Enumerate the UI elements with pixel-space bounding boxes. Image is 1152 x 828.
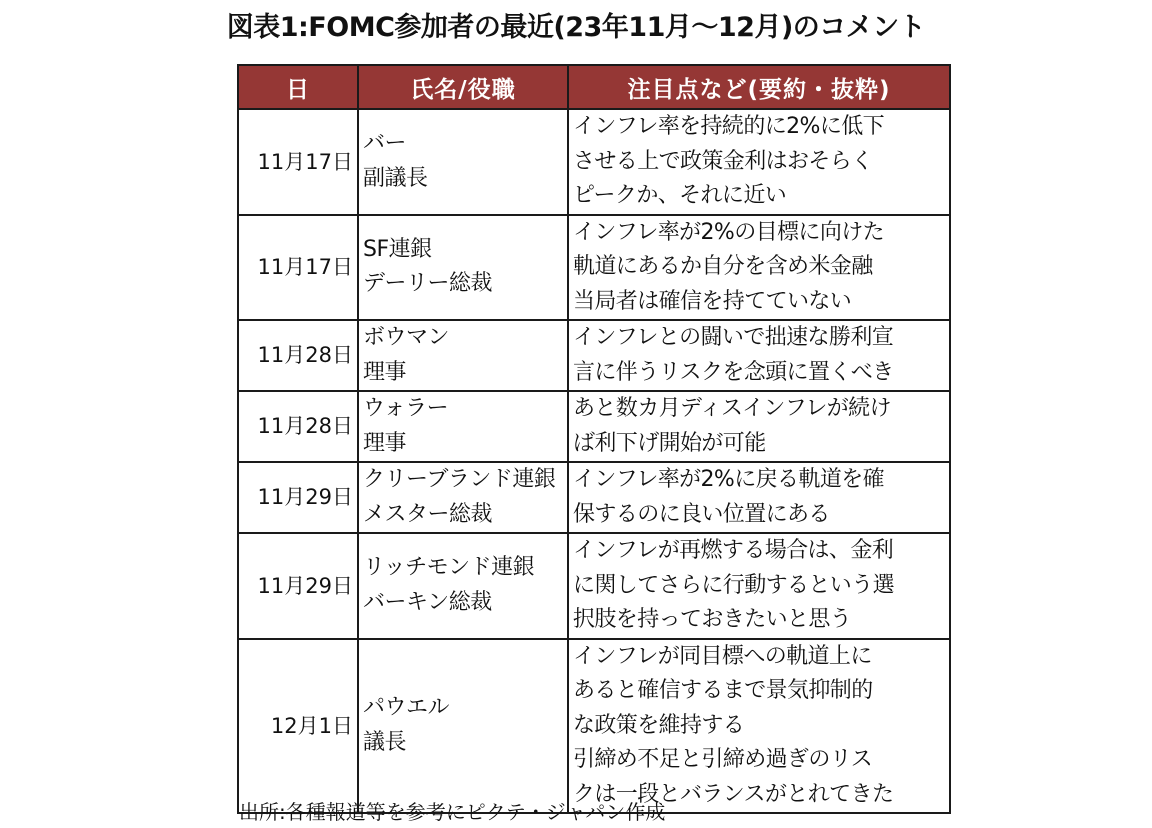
source-note: 出所:各種報道等を参考にピクテ・ジャパン作成	[239, 800, 666, 824]
table-row	[238, 533, 950, 639]
table-row	[238, 320, 950, 391]
comment-line: 言に伴うリスクを念頭に置くべき	[573, 359, 894, 385]
participant-title: 副議長	[363, 165, 428, 191]
participant-name: バー	[363, 131, 407, 157]
comment-line: インフレ率が2%に戻る軌道を確	[573, 467, 885, 492]
comment-line: 保するのに良い位置にある	[573, 501, 830, 527]
participant-name: リッチモンド連銀	[363, 555, 535, 581]
row-date: 11月29日	[238, 462, 358, 533]
comment-line: 当局者は確信を持てていない	[573, 288, 852, 314]
row-comment	[568, 462, 950, 533]
participant-title: メスター総裁	[363, 501, 493, 527]
table-header-row	[238, 65, 950, 109]
comment-line: インフレが同目標への軌道上に	[573, 643, 872, 669]
participant-name: ウォラー	[363, 396, 449, 421]
comment-line: インフレとの闘いで拙速な勝利宣	[573, 325, 894, 350]
row-name-title	[358, 639, 568, 814]
row-date: 11月28日	[238, 320, 358, 391]
participant-name: クリーブランド連銀	[363, 467, 556, 492]
participant-title: 理事	[363, 359, 407, 385]
row-name-title	[358, 391, 568, 462]
comment-line: インフレが再燃する場合は、金利	[573, 538, 894, 563]
fomc-comments-table	[237, 64, 951, 814]
row-name-title	[358, 215, 568, 321]
row-comment	[568, 391, 950, 462]
comment-line: 引締め不足と引締め過ぎのリス	[573, 747, 873, 772]
participant-title: 理事	[363, 430, 407, 456]
participant-title: デーリー総裁	[363, 271, 493, 297]
participant-name: SF連銀	[363, 236, 432, 262]
row-date: 11月28日	[238, 391, 358, 462]
participant-title: バーキン総裁	[363, 589, 492, 615]
column-header-name-title: 氏名/役職	[358, 65, 568, 109]
table-row	[238, 215, 950, 321]
row-date: 11月17日	[238, 109, 358, 215]
participant-name: パウエル	[363, 695, 450, 721]
comment-line: させる上で政策金利はおそらく	[573, 148, 873, 174]
comment-line: 軌道にあるか自分を含め米金融	[573, 254, 873, 279]
column-header-date: 日	[238, 65, 358, 109]
table-row	[238, 639, 950, 814]
comment-line: あと数カ月ディスインフレが続け	[573, 396, 891, 421]
row-name-title	[358, 533, 568, 639]
row-name-title	[358, 462, 568, 533]
comment-line: 択肢を持っておきたいと思う	[573, 607, 852, 632]
row-date: 11月17日	[238, 215, 358, 321]
row-date: 12月1日	[238, 639, 358, 814]
table-row	[238, 109, 950, 215]
comment-line: クは一段とバランスがとれてきた	[573, 781, 894, 807]
row-name-title	[358, 109, 568, 215]
comment-line: な政策を維持する	[573, 712, 745, 738]
row-comment	[568, 320, 950, 391]
page-title: 図表1:FOMC参加者の最近(23年11月～12月)のコメント	[226, 12, 926, 43]
row-name-title	[358, 320, 568, 391]
comment-line: あると確信するまで景気抑制的	[573, 678, 873, 703]
comment-line: ば利下げ開始が可能	[573, 430, 766, 456]
comment-line: インフレ率が2%の目標に向けた	[573, 219, 885, 245]
row-date: 11月29日	[238, 533, 358, 639]
row-comment	[568, 533, 950, 639]
row-comment	[568, 109, 950, 215]
comment-line: インフレ率を持続的に2%に低下	[573, 114, 885, 139]
comment-line: ピークか、それに近い	[573, 183, 787, 208]
table-row	[238, 391, 950, 462]
comment-line: に関してさらに行動するという選	[573, 572, 895, 598]
row-comment	[568, 639, 950, 814]
table-row	[238, 462, 950, 533]
row-comment	[568, 215, 950, 321]
participant-name: ボウマン	[363, 325, 450, 350]
column-header-highlights: 注目点など(要約・抜粋)	[568, 65, 950, 109]
participant-title: 議長	[363, 729, 407, 755]
